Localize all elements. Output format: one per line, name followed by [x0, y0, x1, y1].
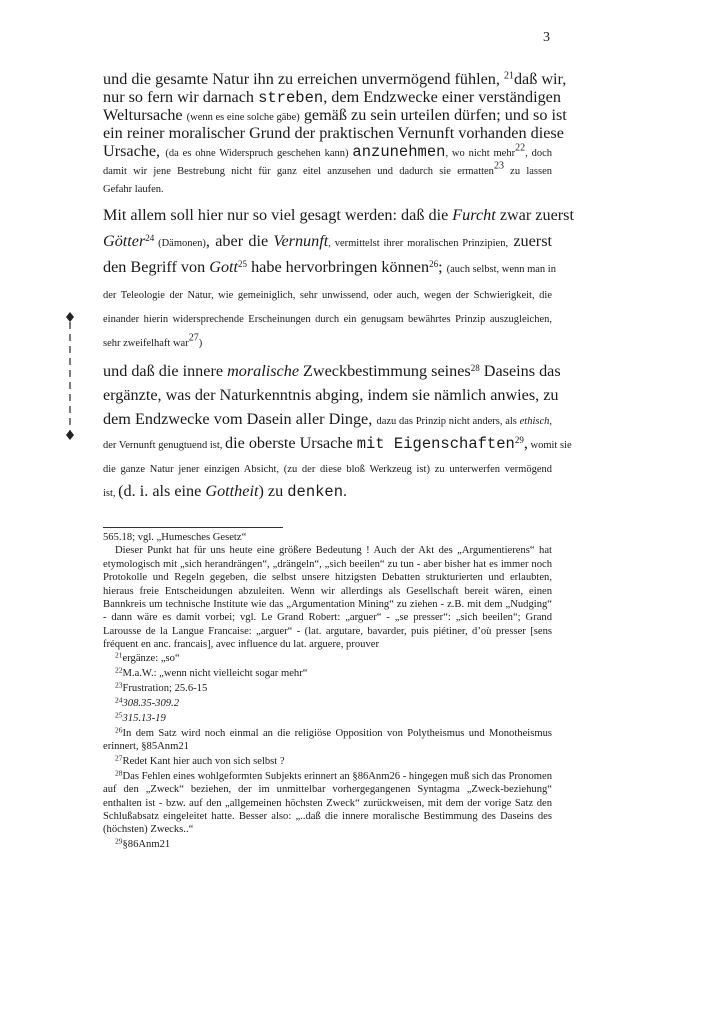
- footnote-22: [103, 667, 552, 680]
- text: ;: [438, 258, 447, 276]
- footnote-number: 24: [115, 694, 123, 704]
- text: , aber die: [205, 232, 274, 250]
- emphasis-mono: mit Eigenschaften: [356, 435, 515, 453]
- text: nur so fern wir darnach: [103, 88, 259, 106]
- text-line: [103, 258, 556, 279]
- footnote-24: [103, 694, 552, 710]
- text: ,: [523, 434, 528, 452]
- text: ) zu: [258, 482, 288, 500]
- footnote-text: In dem Satz wird noch einmal an die religiöse Opposition von Polytheismus und Monotheismus erinnert, §85Anm21: [103, 727, 552, 752]
- text-line: [103, 386, 559, 404]
- footnote-number: 21: [115, 650, 123, 660]
- small-text: der Vernunft genugtuend ist,: [103, 440, 225, 451]
- footnote-number: 28: [115, 768, 123, 777]
- text-line: [103, 124, 564, 142]
- footnote-second: Dieser Punkt hat für uns heute eine größere Bedeutung ! Auch der Akt des „Argumentierens“ hat etymologisch mit „sich herandrängen“, „drängeln“, „sich beeilen“ zu tun - aber bisher hat es immer noch Protokolle und Regeln gegeben, die selbst unsere hitzigsten Debatten strukturierten und erlaubten, hieraus freie Entscheidungen abzuleiten. Wenn wir allerdings als Gesellschaft bereit wären, einen Bannkreis um technische Institute wie das „Argumentation Mining“ zu ziehen - z.B. mit dem „Nudging“ - dann wäre es damit vorbei; vgl. Le Grand Robert: „arguer“ - „se presser“: „sich beeilen“; Grand Larousse de la Langue Francaise: „arguer“ - (lat. argutare, bavarder, puis piétiner, d’où presser [sens fréquent en anc. francais], avec influence du lat. arguere, prouver: [103, 545, 552, 651]
- small-text: ist,: [103, 488, 119, 499]
- text: zuerst: [508, 232, 552, 250]
- small-text: dazu das Prinzip nicht anders, als: [376, 416, 520, 427]
- footnote-ref[interactable]: 26: [429, 259, 439, 270]
- small-italic-text: ethisch: [519, 416, 550, 427]
- small-text: (da es ohne Widerspruch geschehen kann): [165, 148, 353, 159]
- small-text: , wo nicht mehr: [445, 148, 516, 159]
- small-text: sehr zweifelhaft war: [103, 338, 189, 349]
- footnote-26: [103, 724, 552, 754]
- footnote-29: [103, 838, 552, 851]
- footnote-27: [103, 755, 552, 768]
- text-line: [103, 70, 567, 88]
- small-text: zu lassen: [503, 166, 552, 177]
- text: habe hervorbringen können: [247, 258, 430, 276]
- footnote-ref[interactable]: 25: [238, 259, 248, 270]
- small-text: die ganze Natur jener einzigen Absicht, (zu der diese bloß Werkzeug ist) zu unterwerfen vermögend: [103, 464, 552, 475]
- text: Zweckbestimmung seines: [299, 362, 471, 380]
- footnote-ref[interactable]: 29: [514, 435, 524, 446]
- diamond-bottom-icon: [66, 430, 74, 440]
- small-text: Gefahr laufen.: [103, 184, 164, 195]
- emphasis-mono: denken: [287, 483, 344, 501]
- footnote-number: 26: [115, 724, 123, 734]
- text-line: [103, 232, 552, 253]
- footnotes-list: [103, 652, 552, 853]
- footnote-text: 308.35-309.2: [122, 697, 179, 709]
- text: den Begriff von: [103, 258, 210, 276]
- footnote-text: Frustration; 25.6-15: [122, 682, 208, 694]
- text: und daß die innere: [103, 362, 228, 380]
- footnote-text: §86Anm21: [122, 839, 171, 851]
- emphasis-mono: anzunehmen: [352, 143, 446, 161]
- footnote-ref[interactable]: 23: [493, 160, 504, 172]
- emphasis-italic: moralische: [227, 362, 299, 380]
- emphasis-italic: Furcht: [452, 206, 496, 224]
- footnote-ref[interactable]: 21: [503, 70, 514, 82]
- emphasis-italic: Gottheit: [205, 482, 259, 500]
- text-line: [103, 308, 552, 329]
- footnote-number: 22: [115, 665, 123, 675]
- small-text: (Dämonen): [154, 238, 206, 249]
- small-text: ): [198, 338, 203, 349]
- footnote-28: [103, 770, 552, 837]
- small-text: , vermittelst ihrer moralischen Prinzipien,: [328, 238, 509, 249]
- footnote-ref[interactable]: 28: [470, 363, 480, 374]
- footnote-text: Das Fehlen eines wohlgeformten Subjekts erinnert an §86Anm26 - hingegen muß sich das Pronomen auf den „Zweck“ beziehen, der im unmittelbar vorhergegangenen Syntagma „Zweck-beziehung“ enthalten ist - bzw. auf den „allgemeinen höchsten Zweck“ zurückweisen, mit dem der vorige Satz den Schlußabsatz eingeleitet hatte. Besser also: „..daß die innere moralische Bestimmung des Daseins des (höchsten) Zwecks..“: [103, 770, 552, 836]
- emphasis-italic: Götter: [103, 232, 146, 250]
- footnote-text: M.a.W.: „wenn nicht vielleicht sogar mehr“: [122, 667, 308, 679]
- text: Daseins das: [479, 362, 561, 380]
- footnote-21: [103, 652, 552, 665]
- footnote-text: 315.13-19: [122, 712, 166, 724]
- footnotes-upper: [103, 531, 552, 652]
- text-line: [103, 458, 552, 479]
- emphasis-mono: streben: [258, 89, 324, 107]
- text-line: [103, 410, 552, 431]
- text: ein reiner moralischer Grund der praktischen Vernunft vorhanden diese: [103, 124, 564, 142]
- text: und die gesamte Natur ihn zu erreichen unvermögend fühlen,: [103, 70, 504, 88]
- small-text: einander hierin widersprechende Erscheinungen durch ein genugsam bewährtes Prinzip auszugleichen,: [103, 314, 552, 325]
- footnote-number: 27: [115, 753, 123, 763]
- footnote-23: [103, 682, 552, 695]
- small-text: , doch: [525, 148, 552, 159]
- text: , dem Endzwecke einer verständigen: [323, 88, 561, 106]
- text: .: [343, 482, 348, 500]
- small-text: damit wir jene Bestrebung nicht für ganz eitel anzusehen und dadurch sie ermatten: [103, 166, 494, 177]
- text-line: [103, 434, 572, 455]
- footnote-number: 25: [115, 709, 123, 719]
- text-line: [103, 362, 561, 380]
- text: Ursache,: [103, 142, 166, 160]
- small-text: (auch selbst, wenn man in: [446, 264, 556, 275]
- footnote-text: ergänze: „so“: [122, 653, 180, 664]
- footnote-25: [103, 709, 552, 725]
- footnote-rule: [103, 527, 283, 528]
- small-text: der Teleologie der Natur, wie gemeiniglich, sehr unwissend, oder auch, wegen der Schwierigkeit, die: [103, 290, 552, 301]
- small-text: ,: [549, 416, 552, 427]
- text: dem Endzwecke vom Dasein aller Dinge,: [103, 410, 377, 428]
- text: Mit allem soll hier nur so viel gesagt werden: daß die: [103, 206, 453, 224]
- footnote-ref[interactable]: 27: [188, 332, 199, 344]
- text: daß wir,: [513, 70, 567, 88]
- text: die oberste Ursache: [225, 434, 357, 452]
- text-line: [103, 284, 552, 305]
- footnote-number: 23: [115, 680, 123, 690]
- emphasis-italic: Gott: [209, 258, 239, 276]
- text: ergänzte, was der Naturkenntnis abging, indem sie nämlich anwies, zu: [103, 386, 559, 404]
- footnote-ref[interactable]: 22: [515, 142, 526, 154]
- footnote-first: 565.18; vgl. „Humesches Gesetz“: [103, 532, 247, 543]
- small-text: womit sie: [527, 440, 572, 451]
- text-line: [103, 88, 561, 107]
- emphasis-italic: Vernunft: [273, 232, 329, 250]
- text: gemäß zu sein urteilen dürfen; und so ist: [299, 106, 567, 124]
- text: Weltursache: [103, 106, 187, 124]
- text: (d. i. als eine: [118, 482, 206, 500]
- dashed-bracket-diamond-icon[interactable]: [60, 312, 80, 448]
- text-line: [103, 206, 574, 224]
- text-line: [103, 332, 552, 353]
- text-line: [103, 178, 552, 199]
- text: zwar zuerst: [495, 206, 574, 224]
- footnote-text: Redet Kant hier auch von sich selbst ?: [122, 755, 285, 767]
- page-number: 3: [543, 30, 550, 45]
- footnote-number: 29: [115, 836, 123, 846]
- small-text: (wenn es eine solche gäbe): [186, 112, 300, 123]
- text-line: [103, 482, 552, 503]
- footnote-ref[interactable]: 24: [145, 233, 155, 244]
- diamond-top-icon: [66, 312, 74, 322]
